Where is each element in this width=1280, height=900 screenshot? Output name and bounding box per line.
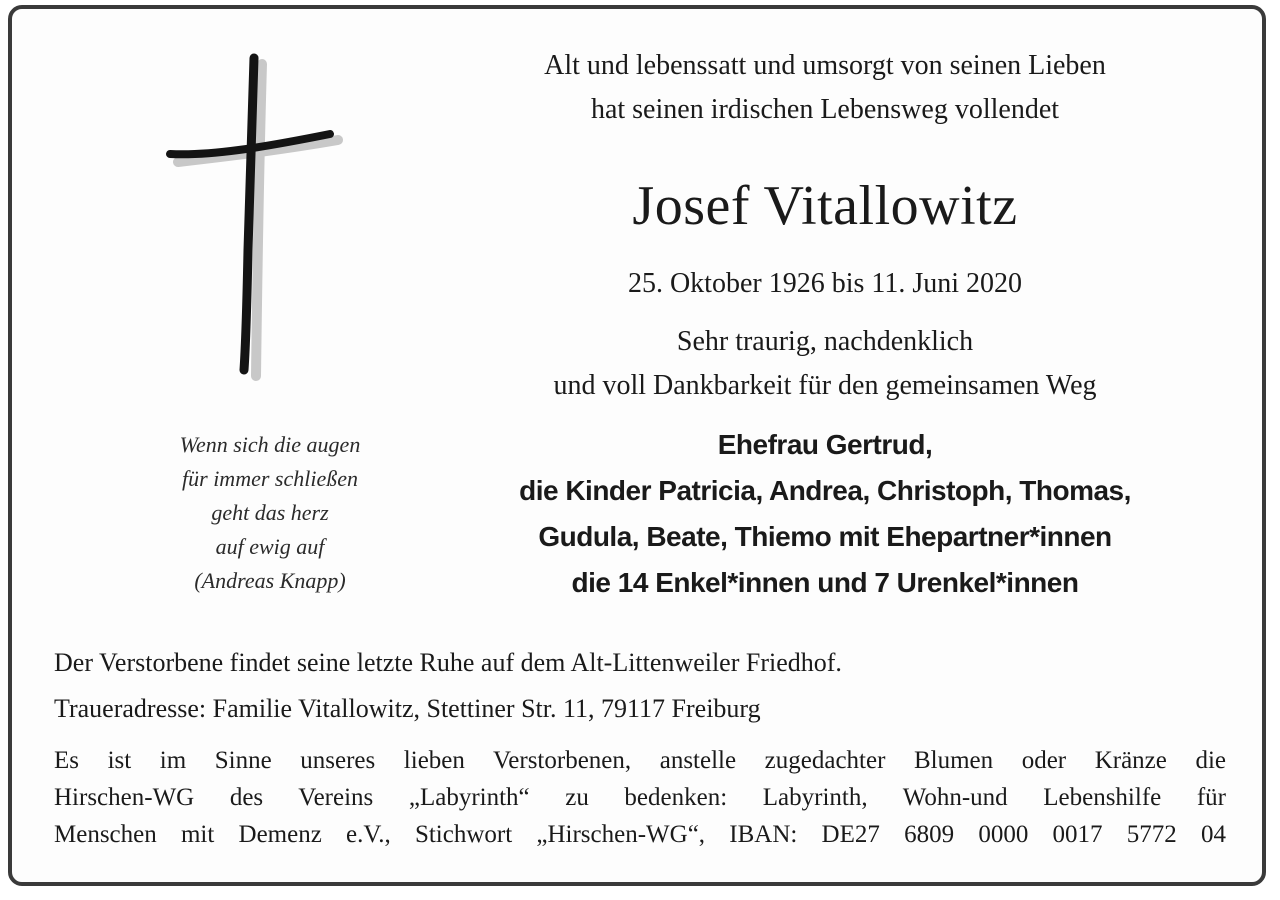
quote-author: (Andreas Knapp) — [194, 568, 346, 593]
resting-place-text: Der Verstorbene findet seine letzte Ruhe auf dem Alt-Littenweiler Friedhof. — [54, 648, 842, 677]
mourning-line: und voll Dankbarkeit für den gemeinsamen Weg — [553, 370, 1097, 401]
memorial-quote — [120, 428, 420, 598]
family-list — [480, 422, 1170, 606]
intro-line: Alt und lebenssatt und umsorgt von seinen Lieben — [544, 50, 1106, 81]
life-dates: 25. Oktober 1926 bis 11. Juni 2020 — [627, 268, 1023, 299]
intro-text — [480, 44, 1170, 132]
intro-line: hat seinen irdischen Lebensweg vollendet — [590, 94, 1060, 125]
donation-line: Menschen mit Demenz e.V., Stichwort „Hirschen-WG“, IBAN: DE27 6809 0000 0017 5772 04 — [54, 821, 1226, 848]
quote-line: für immer schließen — [182, 466, 358, 491]
mourning-address: Traueradresse: Familie Vitallowitz, Stettiner Str. 11, 79117 Freiburg — [54, 694, 761, 723]
donation-notice — [54, 742, 1226, 853]
family-line: die 14 Enkel*innen und 7 Urenkel*innen — [571, 567, 1079, 598]
mourning-line: Sehr traurig, nachdenklich — [676, 326, 974, 357]
quote-line: auf ewig auf — [215, 534, 325, 559]
mourning-text — [480, 320, 1170, 408]
quote-line: geht das herz — [211, 500, 329, 525]
deceased-name: Josef Vitallowitz — [632, 175, 1018, 237]
cross-icon — [160, 50, 350, 390]
donation-line: Hirschen-WG des Vereins „Labyrinth“ zu bedenken: Labyrinth, Wohn-und Lebenshilfe für — [54, 784, 1226, 811]
donation-line: Es ist im Sinne unseres lieben Verstorbenen, anstelle zugedachter Blumen oder Kränze die — [54, 747, 1226, 774]
family-line: Gudula, Beate, Thiemo mit Ehepartner*innen — [538, 521, 1112, 552]
family-line: Ehefrau Gertrud, — [717, 429, 933, 460]
quote-line: Wenn sich die augen — [179, 432, 361, 457]
family-line: die Kinder Patricia, Andrea, Christoph, Thomas, — [519, 475, 1131, 506]
